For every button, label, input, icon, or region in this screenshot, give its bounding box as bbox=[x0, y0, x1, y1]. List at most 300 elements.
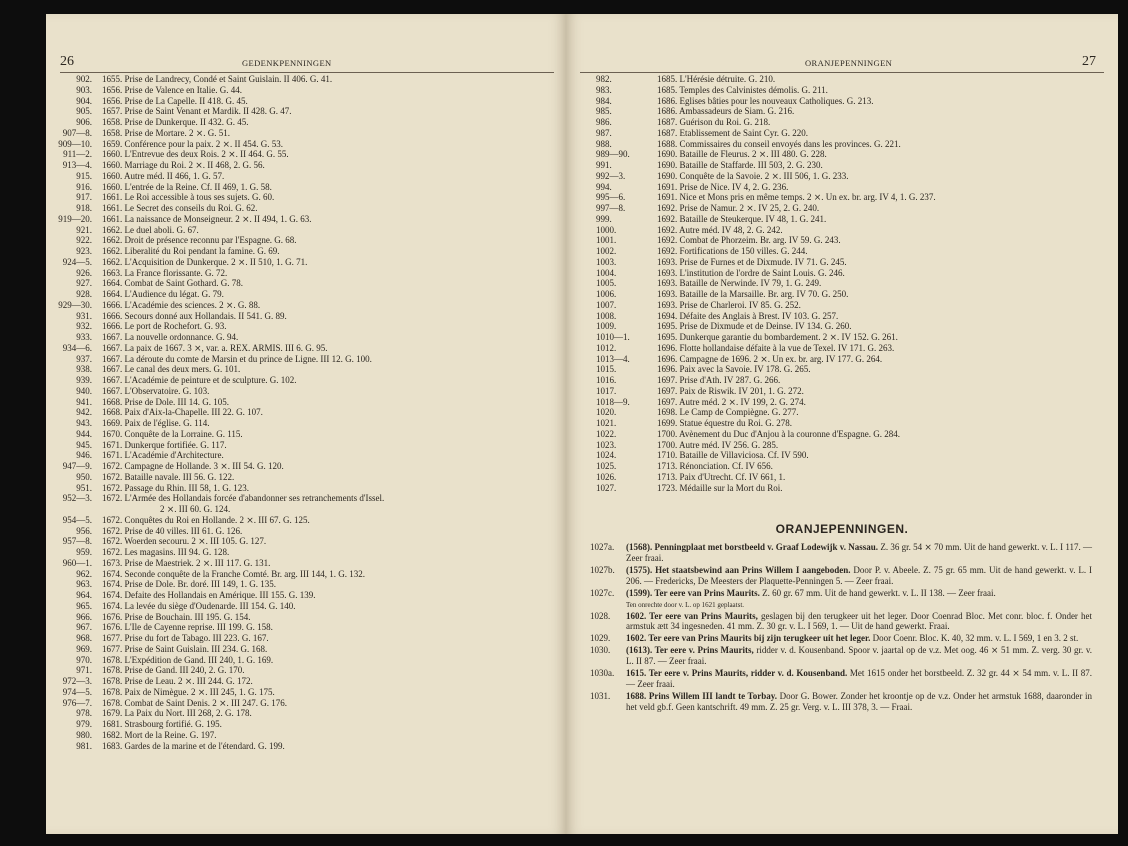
item-text: 1686. Ambassadeurs de Siam. G. 216. bbox=[657, 106, 795, 117]
item-number: 986. bbox=[596, 117, 612, 127]
entry-heading: (1613). Ter eere v. Prins Maurits, bbox=[626, 645, 754, 656]
list-item bbox=[46, 85, 556, 96]
list-item bbox=[596, 85, 1106, 96]
item-text: 1670. Conquête de la Lorraine. G. 115. bbox=[102, 428, 243, 439]
item-text: 1667. La déroute du comte de Marsin et du prince de Ligne. III 12. G. 100. bbox=[102, 353, 372, 364]
list-item bbox=[596, 429, 1106, 440]
item-number: 1024. bbox=[596, 450, 617, 461]
item-number: 965. bbox=[76, 600, 92, 611]
item-number: 903. bbox=[76, 84, 92, 95]
list-item bbox=[596, 364, 1106, 375]
list-item bbox=[596, 397, 1106, 408]
list-item bbox=[46, 235, 556, 246]
item-number: 926. bbox=[76, 267, 92, 278]
item-number: 972—3. bbox=[62, 676, 92, 686]
item-number: 956. bbox=[76, 525, 92, 536]
item-text: 1692. Fortifications de 150 villes. G. 244. bbox=[657, 246, 808, 256]
item-text: 1687. Etablissement de Saint Cyr. G. 220. bbox=[657, 127, 808, 138]
list-item bbox=[46, 493, 556, 504]
list-item bbox=[596, 171, 1106, 182]
list-item bbox=[46, 117, 556, 128]
list-item bbox=[46, 225, 556, 236]
entry-number: 1027b. bbox=[590, 564, 615, 575]
item-number: 1001. bbox=[596, 235, 617, 246]
list-item bbox=[596, 375, 1106, 386]
catalogue-entry bbox=[590, 611, 1092, 633]
entry-description: Door Coenr. Bloc. K. 40, 32 mm. v. L. I 569, 1 en 3. 2 st. bbox=[870, 633, 1079, 644]
list-item bbox=[596, 440, 1106, 451]
item-number: 916. bbox=[76, 181, 92, 192]
entry-description: ridder v. d. Kousenband. Spoor v. jaartal op de v.z. Met oog. 46 ⨯ 51 mm. Z. verg. 30 gr. v. L. II 87. — Zeer fraai. bbox=[626, 645, 1092, 667]
list-item bbox=[46, 579, 556, 590]
item-number: 952—3. bbox=[62, 493, 92, 504]
item-text: 1667. La nouvelle ordonnance. G. 94. bbox=[102, 332, 239, 342]
item-number: 1007. bbox=[596, 299, 617, 310]
item-number: 921. bbox=[76, 224, 92, 235]
entry-description: Z. 60 gr. 67 mm. Uit de hand gewerkt. v. L. II 138. — Zeer fraai. bbox=[759, 587, 996, 598]
item-number: 1025. bbox=[596, 461, 617, 471]
list-item bbox=[596, 268, 1106, 279]
item-text: 1662. L'Acquisition de Dunkerque. 2 ⨯. II 510, 1. G. 71. bbox=[102, 256, 308, 267]
item-text: 1678. L'Expédition de Gand. III 240, 1. G. 169. bbox=[102, 654, 274, 665]
item-text: 2 ⨯. III 60. G. 124. bbox=[160, 504, 231, 514]
item-text: 1669. Paix de l'église. G. 114. bbox=[102, 418, 210, 428]
list-item bbox=[46, 708, 556, 719]
item-text: 1667. Le canal des deux mers. G. 101. bbox=[102, 364, 241, 375]
list-item bbox=[596, 289, 1106, 300]
item-number: 962. bbox=[76, 568, 92, 579]
item-text: 1694. Défaite des Anglais à Brest. IV 103. G. 257. bbox=[657, 310, 839, 321]
entry-description: Door G. Bower. Zonder het kroontje op de v.z. Onder het armstuk 1688, daaronder in het veld gb.f. Geen kantschrift. 49 mm. Z. 25 gr. Verg. v. L. III 378, 3. — Fraai. bbox=[626, 690, 1092, 712]
list-item bbox=[46, 192, 556, 203]
item-number: 933. bbox=[76, 332, 92, 342]
item-number: 911—2. bbox=[63, 149, 92, 160]
item-number: 945. bbox=[76, 439, 92, 450]
catalogue-entry bbox=[590, 542, 1092, 564]
item-text: 1671. Dunkerque fortifiée. G. 117. bbox=[102, 439, 227, 450]
item-number: 923. bbox=[76, 246, 92, 256]
item-text: 1664. L'Audience du légat. G. 79. bbox=[102, 289, 224, 299]
item-text: 1693. Prise de Charleroi. IV 85. G. 252. bbox=[657, 299, 801, 310]
item-text: 1660. L'entrée de la Reine. Cf. II 469, 1. G. 58. bbox=[102, 181, 272, 192]
item-number: 1004. bbox=[596, 267, 617, 278]
list-item bbox=[596, 278, 1106, 289]
item-number: 941. bbox=[76, 396, 92, 407]
item-number: 1016. bbox=[596, 375, 617, 385]
item-text: 1698. Le Camp de Compiègne. G. 277. bbox=[657, 407, 799, 418]
item-number: 967. bbox=[76, 622, 92, 633]
list-item bbox=[46, 504, 556, 515]
item-text: 1690. Conquête de la Savoie. 2 ⨯. III 506, 1. G. 233. bbox=[657, 170, 849, 181]
item-text: 1656. Prise de Valence en Italie. G. 44. bbox=[102, 84, 243, 95]
header-rule bbox=[580, 72, 1104, 73]
item-text: 1674. La levée du siège d'Oudenarde. III 154. G. 140. bbox=[102, 600, 296, 611]
item-number: 1010—1. bbox=[596, 332, 630, 342]
item-number: 902. bbox=[76, 74, 92, 84]
item-number: 947—9. bbox=[62, 461, 92, 471]
medal-list bbox=[46, 74, 556, 751]
item-text: 1673. Prise de Maestriek. 2 ⨯. III 117. G. 131. bbox=[102, 557, 271, 568]
entry-heading: (1575). Het staatsbewind aan Prins Willem I aangeboden. bbox=[626, 564, 851, 575]
list-item bbox=[46, 74, 556, 85]
catalogue-entries bbox=[590, 542, 1092, 714]
list-item bbox=[596, 472, 1106, 483]
entry-number: 1030a. bbox=[590, 668, 615, 679]
item-text: 1672. Conquêtes du Roi en Hollande. 2 ⨯. III 67. G. 125. bbox=[102, 514, 310, 525]
item-text: 1678. Prise de Leau. 2 ⨯. III 244. G. 172. bbox=[102, 676, 253, 686]
item-number: 1008. bbox=[596, 310, 617, 321]
list-item bbox=[46, 397, 556, 408]
list-item bbox=[596, 246, 1106, 257]
item-text: 1681. Strasbourg fortifié. G. 195. bbox=[102, 719, 222, 729]
entry-heading: 1615. Ter eere v. Prins Maurits, ridder v. d. Kousenband. bbox=[626, 668, 848, 679]
item-number: 1002. bbox=[596, 246, 617, 256]
item-number: 927. bbox=[76, 278, 92, 289]
list-item bbox=[46, 354, 556, 365]
item-number: 969. bbox=[76, 643, 92, 654]
item-text: 1676. Prise de Bouchain. III 195. G. 154. bbox=[102, 611, 251, 622]
list-item bbox=[46, 343, 556, 354]
list-item bbox=[596, 418, 1106, 429]
list-item bbox=[596, 386, 1106, 397]
item-number: 939. bbox=[76, 375, 92, 385]
list-item bbox=[596, 192, 1106, 203]
list-item bbox=[596, 343, 1106, 354]
item-number: 942. bbox=[76, 407, 92, 418]
item-text: 1696. Paix avec la Savoie. IV 178. G. 265. bbox=[657, 364, 811, 375]
list-item bbox=[46, 547, 556, 558]
item-number: 1026. bbox=[596, 471, 617, 482]
item-text: 1697. Paix de Riswik. IV 201, 1. G. 272. bbox=[657, 385, 804, 396]
list-item bbox=[46, 128, 556, 139]
entry-heading: (1568). Penningplaat met borstbeeld v. Graaf Lodewijk v. Nassau. bbox=[626, 542, 879, 552]
entry-text bbox=[626, 565, 1092, 587]
item-number: 1022. bbox=[596, 428, 617, 439]
item-text: 1672. Campagne de Hollande. 3 ⨯. III 54. G. 120. bbox=[102, 461, 284, 471]
list-item bbox=[596, 450, 1106, 461]
item-text: 1656. Prise de La Capelle. II 418. G. 45. bbox=[102, 95, 248, 106]
item-text: 1667. La paix de 1667. 3 ⨯, var. a. REX. ARMIS. III 6. G. 95. bbox=[102, 342, 328, 353]
item-text: 1691. Nice et Mons pris en même temps. 2 ⨯. Un ex. br. arg. IV 4, 1. G. 237. bbox=[657, 192, 936, 203]
list-item bbox=[46, 139, 556, 150]
list-item bbox=[46, 472, 556, 483]
item-text: 1685. Temples des Calvinistes démolis. G. 211. bbox=[657, 84, 828, 95]
list-item bbox=[46, 182, 556, 193]
item-number: 987. bbox=[596, 127, 612, 138]
item-number: 995—6. bbox=[596, 192, 626, 203]
item-text: 1660. Marriage du Roi. 2 ⨯. II 468, 2. G. 56. bbox=[102, 160, 265, 170]
item-text: 1692. Autre méd. IV 48, 2. G. 242. bbox=[657, 224, 783, 235]
list-item bbox=[596, 257, 1106, 268]
entry-number: 1031. bbox=[590, 690, 611, 701]
list-item bbox=[596, 235, 1106, 246]
left-page bbox=[46, 14, 566, 834]
item-number: 988. bbox=[596, 138, 612, 149]
list-item bbox=[46, 106, 556, 117]
item-text: 1662. Le duel aboli. G. 67. bbox=[102, 224, 199, 235]
section-title: ORANJEPENNINGEN. bbox=[775, 522, 909, 536]
item-number: 919—20. bbox=[58, 213, 92, 224]
item-number: 909—10. bbox=[58, 138, 92, 149]
item-text: 1663. La France florissante. G. 72. bbox=[102, 267, 228, 278]
list-item bbox=[46, 440, 556, 451]
item-text: 1713. Paix d'Utrecht. Cf. IV 661, 1. bbox=[657, 471, 786, 482]
item-text: 1695. Prise de Dixmude et de Deinse. IV 134. G. 260. bbox=[657, 321, 852, 332]
list-item bbox=[596, 332, 1106, 343]
list-item bbox=[46, 515, 556, 526]
list-item bbox=[46, 311, 556, 322]
entry-number: 1030. bbox=[590, 645, 611, 656]
item-text: 1697. Prise d'Ath. IV 287. G. 266. bbox=[657, 375, 781, 385]
list-item bbox=[46, 601, 556, 612]
item-number: 985. bbox=[596, 106, 612, 117]
item-text: 1659. Conférence pour la paix. 2 ⨯. II 454. G. 53. bbox=[102, 138, 283, 149]
item-number: 924—5. bbox=[62, 256, 92, 267]
list-item bbox=[46, 569, 556, 580]
item-text: 1661. La naissance de Monseigneur. 2 ⨯. II 494, 1. G. 63. bbox=[102, 213, 312, 224]
entry-number: 1027c. bbox=[590, 587, 615, 598]
item-number: 983. bbox=[596, 84, 612, 95]
item-number: 937. bbox=[76, 353, 92, 364]
item-number: 931. bbox=[76, 310, 92, 321]
list-item bbox=[46, 590, 556, 601]
item-text: 1666. L'Académie des sciences. 2 ⨯. G. 88. bbox=[102, 299, 261, 310]
entry-number: 1027a. bbox=[590, 542, 615, 552]
medal-list bbox=[596, 74, 1106, 493]
item-text: 1661. Le Secret des conseils du Roi. G. 62. bbox=[102, 203, 258, 213]
item-number: 991. bbox=[596, 160, 612, 170]
list-item bbox=[46, 633, 556, 644]
catalogue-entry bbox=[590, 565, 1092, 587]
list-item bbox=[46, 246, 556, 257]
item-text: 1677. Prise du fort de Tabago. III 223. G. 167. bbox=[102, 633, 269, 643]
item-number: 943. bbox=[76, 418, 92, 428]
item-number: 964. bbox=[76, 590, 92, 600]
entry-text bbox=[626, 588, 1092, 599]
item-text: 1677. Prise de Saint Guislain. III 234. G. 168. bbox=[102, 643, 268, 654]
list-item bbox=[46, 741, 556, 752]
item-number: 1006. bbox=[596, 289, 617, 299]
list-item bbox=[596, 160, 1106, 171]
item-number: 984. bbox=[596, 95, 612, 106]
list-item bbox=[46, 278, 556, 289]
list-item bbox=[46, 386, 556, 397]
item-text: 1668. Prise de Dole. III 14. G. 105. bbox=[102, 396, 229, 407]
catalogue-entry bbox=[590, 588, 1092, 599]
entry-description: geslagen bij den terugkeer uit het leger. Door Coenrad Bloc. Met conr. bloc. f. Onder het armstuk ætt 34 ingesneden. 41 mm. Z. 30 gr. v. L. I 569, 1. — Uit de hand gewerkt. Fraai. bbox=[626, 610, 1092, 632]
item-text: 1683. Gardes de la marine et de l'étendard. G. 199. bbox=[102, 740, 285, 751]
item-text: 1686. Eglises bâties pour les nouveaux Catholiques. G. 213. bbox=[657, 95, 874, 106]
list-item bbox=[46, 719, 556, 730]
item-number: 929—30. bbox=[58, 299, 92, 310]
entry-text bbox=[626, 633, 1092, 644]
item-number: 1012. bbox=[596, 342, 617, 353]
item-number: 1015. bbox=[596, 364, 617, 375]
item-text: 1672. L'Armée des Hollandais forcée d'abandonner ses retranchements d'Issel. bbox=[102, 493, 385, 504]
list-item bbox=[46, 332, 556, 343]
item-text: 1666. Secours donné aux Hollandais. II 541. G. 89. bbox=[102, 310, 287, 321]
item-text: 1664. Combat de Saint Gothard. G. 78. bbox=[102, 278, 243, 289]
item-number: 963. bbox=[76, 579, 92, 590]
page-number: 27 bbox=[1082, 54, 1096, 69]
item-text: 1696. Flotte hollandaise défaite à la vue de Texel. IV 171. G. 263. bbox=[657, 342, 895, 353]
list-item bbox=[46, 375, 556, 386]
right-page bbox=[566, 14, 1118, 834]
item-text: 1699. Statue équestre du Roi. G. 278. bbox=[657, 418, 792, 428]
list-item bbox=[596, 225, 1106, 236]
item-text: 1666. Le port de Rochefort. G. 93. bbox=[102, 321, 227, 332]
item-text: 1692. Bataille de Steukerque. IV 48, 1. G. 241. bbox=[657, 213, 827, 224]
item-text: 1667. L'Académie de peinture et de sculpture. G. 102. bbox=[102, 375, 297, 385]
list-item bbox=[596, 74, 1106, 85]
item-text: 1672. Les magasins. III 94. G. 128. bbox=[102, 547, 230, 557]
item-number: 978. bbox=[76, 708, 92, 719]
list-item bbox=[46, 418, 556, 429]
item-number: 922. bbox=[76, 235, 92, 246]
item-text: 1696. Campagne de 1696. 2 ⨯. Un ex. br. arg. IV 177. G. 264. bbox=[657, 353, 883, 364]
list-item bbox=[596, 321, 1106, 332]
item-number: 960—1. bbox=[62, 557, 92, 568]
item-text: 1672. Passage du Rhin. III 58, 1. G. 123. bbox=[102, 482, 249, 493]
list-item bbox=[46, 526, 556, 537]
list-item bbox=[596, 354, 1106, 365]
item-number: 979. bbox=[76, 719, 92, 729]
item-number: 1009. bbox=[596, 321, 617, 332]
item-number: 951. bbox=[76, 482, 92, 493]
item-number: 1000. bbox=[596, 224, 617, 235]
item-text: 1713. Rénonciation. Cf. IV 656. bbox=[657, 461, 773, 471]
item-number: 906. bbox=[76, 117, 92, 127]
list-item bbox=[596, 182, 1106, 193]
list-item bbox=[46, 461, 556, 472]
item-number: 1018—9. bbox=[596, 396, 630, 407]
entry-text bbox=[626, 611, 1092, 633]
list-item bbox=[596, 149, 1106, 160]
item-number: 992—3. bbox=[596, 170, 626, 181]
catalogue-entry bbox=[590, 668, 1092, 690]
item-text: 1658. Prise de Dunkerque. II 432. G. 45. bbox=[102, 117, 249, 127]
item-number: 940. bbox=[76, 385, 92, 396]
item-text: 1710. Bataille de Villaviciosa. Cf. IV 590. bbox=[657, 450, 809, 461]
item-number: 950. bbox=[76, 471, 92, 482]
item-text: 1723. Médaille sur la Mort du Roi. bbox=[657, 482, 783, 493]
item-number: 1013—4. bbox=[596, 353, 630, 364]
item-text: 1662. Droit de présence reconnu par l'Espagne. G. 68. bbox=[102, 235, 297, 246]
item-number: 913—4. bbox=[62, 160, 92, 170]
list-item bbox=[46, 257, 556, 268]
list-item bbox=[46, 622, 556, 633]
item-number: 980. bbox=[76, 729, 92, 740]
item-text: 1672. Prise de 40 villes. III 61. G. 126. bbox=[102, 525, 243, 536]
item-text: 1697. Autre méd. 2 ⨯. IV 199, 2. G. 274. bbox=[657, 396, 806, 407]
list-item bbox=[46, 214, 556, 225]
list-item bbox=[46, 655, 556, 666]
item-number: 1017. bbox=[596, 385, 617, 396]
list-item bbox=[46, 364, 556, 375]
item-number: 971. bbox=[76, 665, 92, 676]
entry-description: Door P. v. Abeele. Z. 75 gr. 65 mm. Uit de hand gewerkt. v. L. I 206. — Fredericks, De Meesters der Plaquette-Penningen 5. — Zeer fraai. bbox=[626, 564, 1093, 586]
item-text: 1678. Prise de Gand. III 240, 2. G. 170. bbox=[102, 665, 245, 676]
list-item bbox=[46, 268, 556, 279]
item-number bbox=[46, 504, 92, 515]
entry-heading: 1602. Ter eere van Prins Maurits, bbox=[626, 610, 758, 621]
entry-text bbox=[626, 668, 1092, 690]
item-text: 1688. Commissaires du conseil envoyés dans les provinces. G. 221. bbox=[657, 138, 901, 149]
item-number: 968. bbox=[76, 633, 92, 643]
item-text: 1690. Bataille de Staffarde. III 503, 2. G. 230. bbox=[657, 160, 823, 170]
list-item bbox=[46, 644, 556, 655]
item-number: 974—5. bbox=[62, 686, 92, 697]
entry-text bbox=[626, 542, 1092, 564]
list-item bbox=[46, 558, 556, 569]
item-number: 905. bbox=[76, 106, 92, 117]
entry-heading: 1602. Ter eere van Prins Maurits bij zijn terugkeer uit het leger. bbox=[626, 633, 871, 644]
item-number: 997—8. bbox=[596, 203, 626, 213]
item-text: 1679. La Paix du Nort. III 268, 2. G. 178. bbox=[102, 708, 252, 719]
item-text: 1700. Autre méd. IV 256. G. 285. bbox=[657, 439, 779, 450]
item-number: 907—8. bbox=[62, 127, 92, 138]
list-item bbox=[46, 300, 556, 311]
entry-text bbox=[626, 645, 1092, 667]
list-item bbox=[596, 203, 1106, 214]
item-text: 1693. L'institution de l'ordre de Saint Louis. G. 246. bbox=[657, 267, 845, 278]
entry-heading: (1599). Ter eere van Prins Maurits. bbox=[626, 587, 760, 598]
entry-description: Met 1615 onder het borstbeeld. Z. 32 gr. 44 ⨯ 54 mm. v. L. II 87. — Zeer fraai. bbox=[626, 668, 1093, 689]
list-item bbox=[46, 407, 556, 418]
item-number: 915. bbox=[76, 170, 92, 181]
item-text: 1674. Prise de Dole. Br. doré. III 149, 1. G. 135. bbox=[102, 579, 276, 590]
list-item bbox=[46, 450, 556, 461]
item-number: 982. bbox=[596, 74, 612, 84]
item-number: 999. bbox=[596, 213, 612, 224]
list-item bbox=[46, 160, 556, 171]
header-rule bbox=[60, 72, 554, 73]
item-text: 1685. L'Hérésie détruite. G. 210. bbox=[657, 74, 776, 84]
item-text: 1682. Mort de la Reine. G. 197. bbox=[102, 729, 217, 740]
item-number: 938. bbox=[76, 364, 92, 375]
page-number: 26 bbox=[60, 54, 74, 69]
entry-note: Ten onrechte door v. L. op 1621 geplaatst. bbox=[626, 600, 745, 609]
catalogue-entry bbox=[590, 691, 1092, 713]
item-text: 1692. Prise de Namur. 2 ⨯. IV 25, 2. G. 240. bbox=[657, 203, 820, 213]
item-number: 976—7. bbox=[62, 697, 92, 708]
item-text: 1660. L'Entrevue des deux Rois. 2 ⨯. II 464. G. 55. bbox=[102, 149, 289, 160]
item-number: 944. bbox=[76, 428, 92, 439]
item-text: 1658. Prise de Mortare. 2 ⨯. G. 51. bbox=[102, 127, 231, 138]
item-text: 1672. Woerden secouru. 2 ⨯. III 105. G. 127. bbox=[102, 536, 267, 547]
item-number: 994. bbox=[596, 181, 612, 192]
catalogue-entry bbox=[590, 633, 1092, 644]
item-text: 1693. Prise de Furnes et de Dixmude. IV 71. G. 245. bbox=[657, 256, 847, 267]
item-number: 959. bbox=[76, 547, 92, 557]
catalogue-entry bbox=[590, 645, 1092, 667]
item-number: 934—6. bbox=[62, 342, 92, 353]
list-item bbox=[596, 461, 1106, 472]
item-number: 981. bbox=[76, 740, 92, 751]
list-item bbox=[46, 536, 556, 547]
entry-number: 1028. bbox=[590, 610, 611, 621]
item-number: 1027. bbox=[596, 482, 617, 493]
item-text: 1657. Prise de Saint Venant et Mardik. II 428. G. 47. bbox=[102, 106, 292, 117]
item-text: 1667. L'Observatoire. G. 103. bbox=[102, 385, 210, 396]
list-item bbox=[46, 483, 556, 494]
list-item bbox=[596, 311, 1106, 322]
item-number: 1023. bbox=[596, 439, 617, 450]
list-item bbox=[46, 429, 556, 440]
item-number: 989—90. bbox=[596, 149, 630, 160]
item-number: 932. bbox=[76, 321, 92, 332]
running-head: ORANJEPENNINGEN bbox=[805, 58, 893, 68]
